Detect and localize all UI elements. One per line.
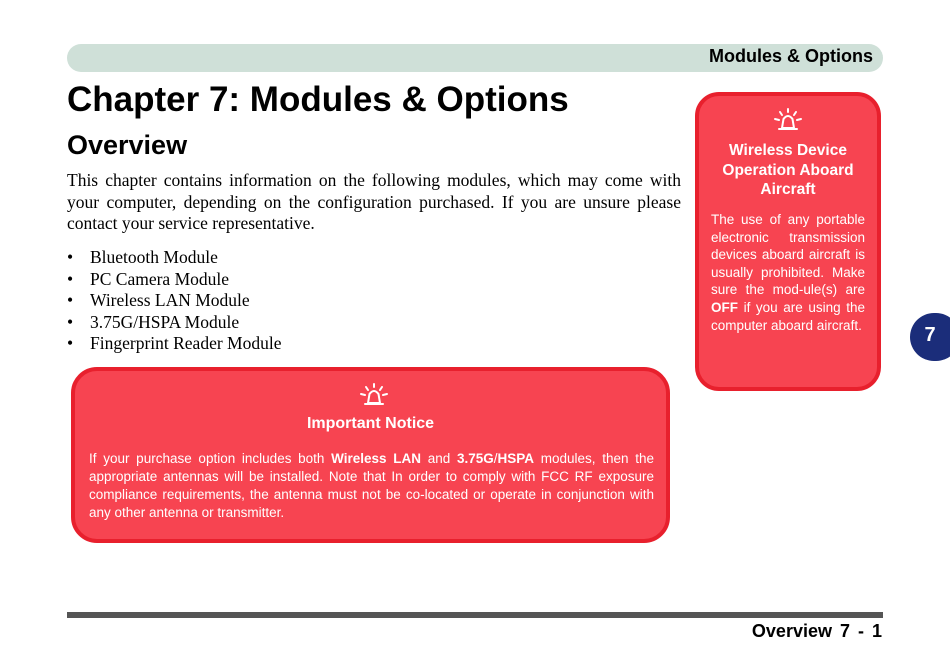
aircraft-warning-box <box>695 92 881 391</box>
list-item: • PC Camera Module <box>67 269 281 291</box>
running-header-bar <box>67 44 883 72</box>
important-notice-box <box>71 367 670 543</box>
chapter-title: Chapter 7: Modules & Options <box>67 80 569 119</box>
list-item: • Bluetooth Module <box>67 247 281 269</box>
chapter-tab[interactable] <box>910 313 950 361</box>
list-item: • Wireless LAN Module <box>67 290 281 312</box>
alarm-icon <box>359 383 389 412</box>
footer-divider <box>67 612 883 618</box>
aircraft-warning-body: The use of any portable electronic transmission devices aboard aircraft is usually prohibited. Make sure the mod-ule(s) are OFF if you are using the computer aboard aircraft. <box>711 212 865 333</box>
module-list <box>67 247 281 355</box>
notice-body: If your purchase option includes both Wireless LAN and 3.75G/HSPA modules, then the appropriate antennas will be installed. Note that In order to comply with FCC RF exposure compliance requirements, the antenna must not be co-located or operate in conjunction with any other antenna or transmitter. <box>89 451 654 520</box>
list-item: • 3.75G/HSPA Module <box>67 312 281 334</box>
alarm-icon <box>773 108 803 137</box>
running-header-title: Modules & Options <box>709 46 873 66</box>
intro-paragraph: This chapter contains information on the following modules, which may come with your computer, depending on the configuration purchased. If you are unsure please contact your service representative. <box>67 170 681 233</box>
section-title: Overview <box>67 130 188 160</box>
list-item: • Fingerprint Reader Module <box>67 333 281 355</box>
chapter-tab-number: 7 <box>924 324 936 346</box>
aircraft-warning-title: Wireless Device Operation Aboard Aircraft <box>722 142 854 198</box>
page-number: Overview 7 - 1 <box>751 621 882 641</box>
notice-title: Important Notice <box>306 415 435 432</box>
